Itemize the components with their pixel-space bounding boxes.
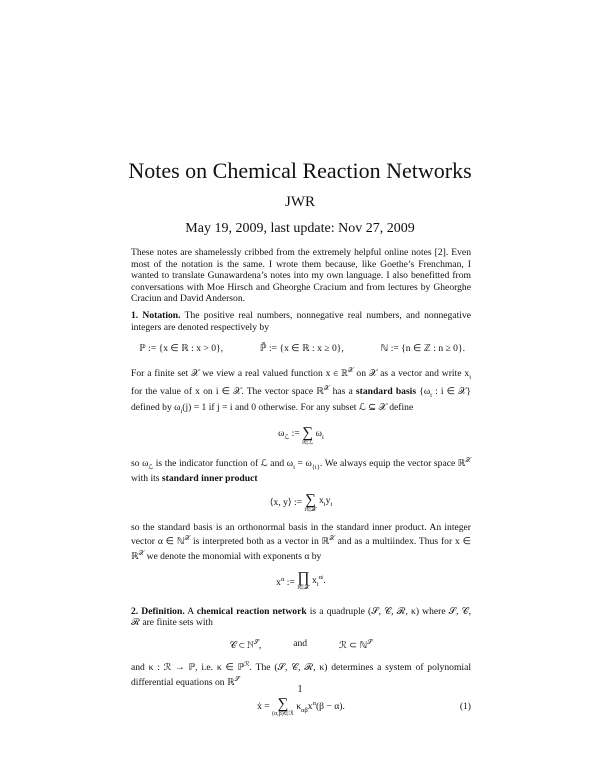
eq-system: ẋ = ∑ (α,β)∈ℛ $\kappa_{\alpha\beta}x^\alpha(\beta - \alpha)$. (1) [257,695,471,717]
equation-number: (1) [459,701,471,713]
definition-paragraph-2: and κ : ℛ → ℙ, i.e. κ ∈ ℙ$^ℛ$. The (𝒮, 𝒞, ℛ, κ) determines a system of polynomial differential equations on ℝ$^𝒮$ [131,661,471,688]
paper-title: Notes on Chemical Reaction Networks [128,158,472,183]
definition-heading: 2. Definition. [131,605,185,617]
page-number: 1 [297,684,303,695]
term-standard-basis: standard basis [355,386,417,398]
term-standard-inner-product: standard inner product [161,473,258,485]
definition-paragraph: 2. Definition. A chemical reaction network is a quadruple (𝒮, 𝒞, ℛ, κ) where 𝒮, 𝒞, ℛ are finite sets with [131,605,471,629]
eq-subsets: 𝒞 ⊂ ℕ$^𝒮$, and ℛ ⊂ ℕ$^𝒮$ [229,638,373,651]
eq-inner-product: ⟨x, y⟩ := ∑ i∈𝒳 $x_iy_i$ [269,491,333,513]
notation-paragraph-3: so $\omega_ℒ$ is the indicator function of ℒ and $\omega_i = \omega_{\{i\}}$. We always equip the vector space ℝ$^𝒳$ with its standard inner product [131,456,472,485]
eq-monomial: $x^\alpha$ := ∏ i∈𝒳 $x_i^{\alpha i}$. [276,569,326,591]
and-word: and [293,638,308,650]
equation-sets [139,343,465,355]
notation-section [131,310,471,726]
eq-indicator: $\omega_ℒ$ := ∑ i∈ℒ $\omega_i$ [278,424,324,446]
paper-date: May 19, 2009, last update: Nov 27, 2009 [185,221,415,236]
notation-paragraph [131,310,471,333]
notation-paragraph-2: For a finite set 𝒳 we view a real valued function x ∈ ℝ$^𝒳$ on 𝒳 as a vector and write $x_i$ for the value of x on i ∈ 𝒳. The vector space ℝ$^𝒳$ has a standard basis {$\omega_i$ : i ∈ 𝒳} defined by $\omega_i(j) = 1$ if j = i and 0 otherwise. For any subset ℒ ⊆ 𝒳 define [131,366,472,415]
eq-positive-reals: ℙ := {x ∈ ℝ : x > 0}, [139,343,224,355]
paper-author: JWR [285,194,315,210]
eq-nonneg-reals: ℙ̄ := {x ∈ ℝ : x ≥ 0}, [259,343,344,355]
term-crn: chemical reaction network [196,605,307,617]
notation-paragraph-4: so the standard basis is an orthonormal basis in the standard inner product. An integer vector α ∈ ℕ$^𝒳$ is interpreted both as a vector in ℝ$^𝒳$ and as a multiindex. Thus for x ∈ ℝ$^𝒳$ we denote the monomial with exponents α by [131,521,471,562]
intro-paragraph: These notes are shamelessly cribbed from the extremely helpful online notes [2]. Even most of the notation is the same. I wrote them because, like Goethe’s Frenchman, I wanted to translate Gunawardena’s notes into my own language. I also benefitted from conversations with Moe Hirsch and Gheorghe Cracium and from lectures by Gheorghe Craciun and David Anderson. [131,247,471,305]
notation-lead: The positive real numbers, nonnegative real numbers, and nonnegative integers are denoted respectively by [131,310,471,333]
notation-heading: 1. Notation. [131,310,181,321]
eq-naturals: ℕ := {n ∈ ℤ : n ≥ 0}. [380,343,465,355]
